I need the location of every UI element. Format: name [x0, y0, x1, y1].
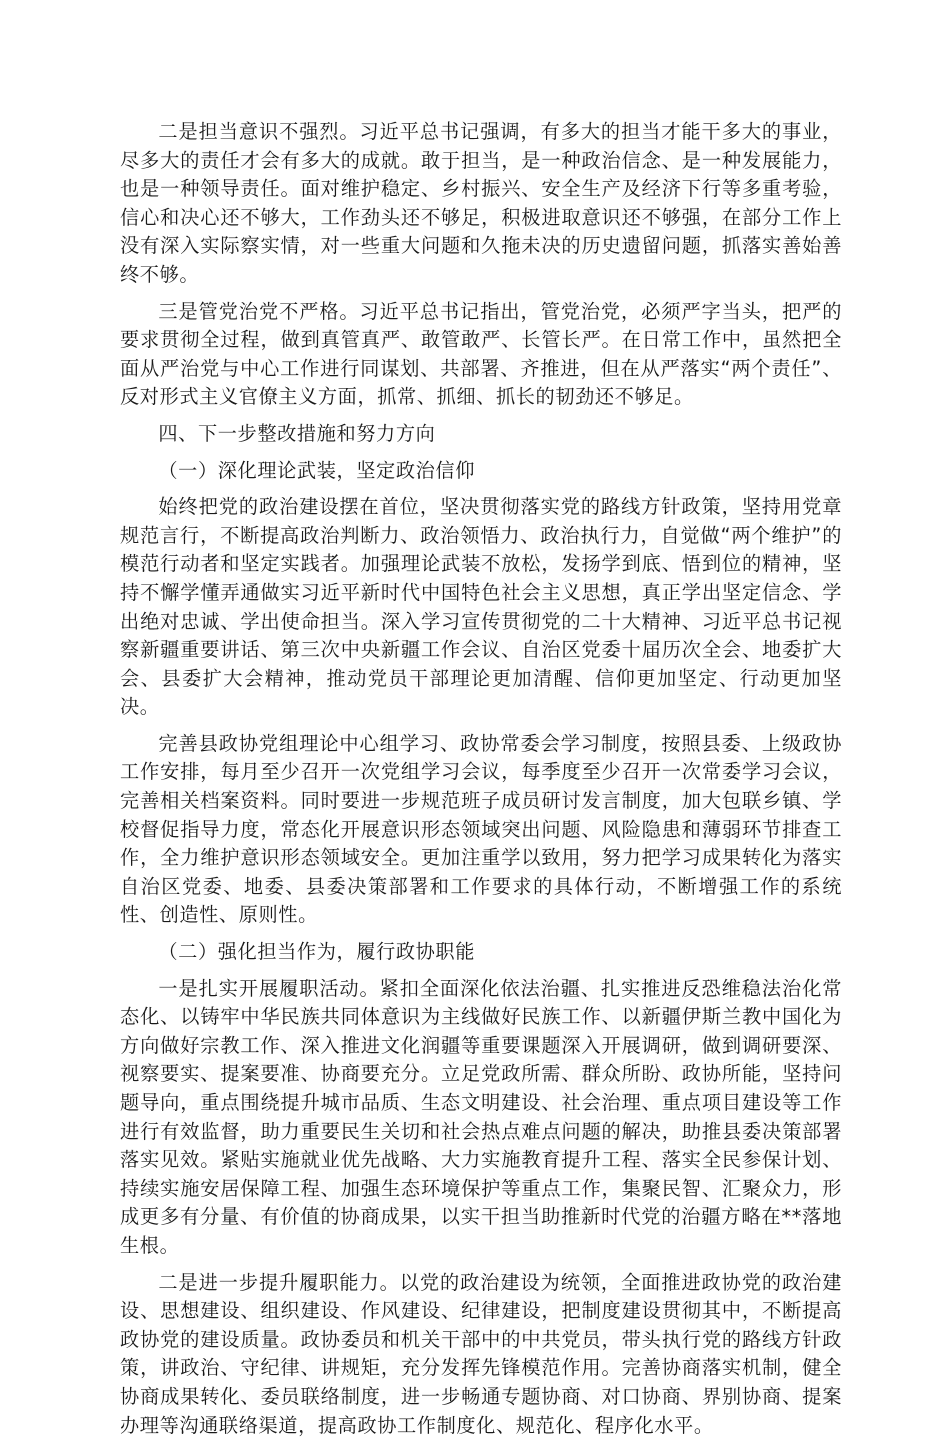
- paragraph-duty-activities: 一是扎实开展履职活动。紧扣全面深化依法治疆、扎实推进反恐维稳法治化常态化、以铸牢中华民族共同体意识为主线做好民族工作、以新疆伊斯兰教中国化为方向做好宗教工作、深入推进文化润疆等重要课题深入开展调研，做到调研要深、视察要实、提案要准、协商要充分。立足党政所需、群众所盼、政协所能，坚持问题导向，重点围绕提升城市品质、生态文明建设、社会治理、重点项目建设等工作进行有效监督，助力重要民生关切和社会热点难点问题的解决，助推县委决策部署落实见效。紧贴实施就业优先战略、大力实施教育提升工程、落实全民参保计划、持续实施安居保障工程、加强生态环境保护等重点工作，集聚民智、汇聚众力，形成更多有分量、有价值的协商成果，以实干担当助推新时代党的治疆方略在**落地生根。: [120, 976, 842, 1257]
- paragraph-duty-capacity: 二是进一步提升履职能力。以党的政治建设为统领，全面推进政协党的政治建设、思想建设、组织建设、作风建设、纪律建设，把制度建设贯彻其中，不断提高政协党的建设质量。政协委员和机关干部中的中共党员，带头执行党的路线方针政策，讲政治、守纪律、讲规矩，充分发挥先锋模范作用。完善协商落实机制，健全协商成果转化、委员联络制度，进一步畅通专题协商、对口协商、界别协商、提案办理等沟通联络渠道，提高政协工作制度化、规范化、程序化水平。: [120, 1270, 842, 1437]
- subsection-heading-2: （二）强化担当作为，履行政协职能: [158, 940, 475, 964]
- paragraph-responsibility: 二是担当意识不强烈。习近平总书记强调，有多大的担当才能干多大的事业，尽多大的责任才会有多大的成就。敢于担当，是一种政治信念、是一种发展能力，也是一种领导责任。面对维护稳定、乡村振兴、安全生产及经济下行等多重考验，信心和决心还不够大，工作劲头还不够足，积极进取意识还不够强，在部分工作上没有深入实际察实情，对一些重大问题和久拖未决的历史遗留问题，抓落实善始善终不够。: [120, 120, 842, 286]
- paragraph-study-system: 完善县政协党组理论中心组学习、政协常委会学习制度，按照县委、上级政协工作安排，每月至少召开一次党组学习会议，每季度至少召开一次常委学习会议，完善相关档案资料。同时要进一步规范班子成员研讨发言制度，加大包联乡镇、学校督促指导力度，常态化开展意识形态领域突出问题、风险隐患和薄弱环节排查工作，全力维护意识形态领域安全。更加注重学以致用，努力把学习成果转化为落实自治区党委、地委、县委决策部署和工作要求的具体行动，不断增强工作的系统性、创造性、原则性。: [120, 731, 842, 927]
- subsection-heading-1: （一）深化理论武装，坚定政治信仰: [158, 458, 475, 482]
- document-page: [120, 118, 842, 1448]
- paragraph-political-construction: 始终把党的政治建设摆在首位，坚决贯彻落实党的路线方针政策，坚持用党章规范言行，不断提高政治判断力、政治领悟力、政治执行力，自觉做“两个维护”的模范行动者和坚定实践者。加强理论武装不放松，发扬学到底、悟到位的精神，坚持不懈学懂弄通做实习近平新时代中国特色社会主义思想，真正学出坚定信念、学出绝对忠诚、学出使命担当。深入学习宣传贯彻党的二十大精神、习近平总书记视察新疆重要讲话、第三次中央新疆工作会议、自治区党委十届历次全会、地委扩大会、县委扩大会精神，推动党员干部理论更加清醒、信仰更加坚定、行动更加坚决。: [120, 495, 842, 719]
- paragraph-party-governance: 三是管党治党不严格。习近平总书记指出，管党治党，必须严字当头，把严的要求贯彻全过程，做到真管真严、敢管敢严、长管长严。在日常工作中，虽然把全面从严治党与中心工作进行同谋划、共部署、齐推进，但在从严落实“两个责任”、反对形式主义官僚主义方面，抓常、抓细、抓长的韧劲还不够足。: [120, 299, 842, 409]
- section-heading: 四、下一步整改措施和努力方向: [158, 421, 436, 445]
